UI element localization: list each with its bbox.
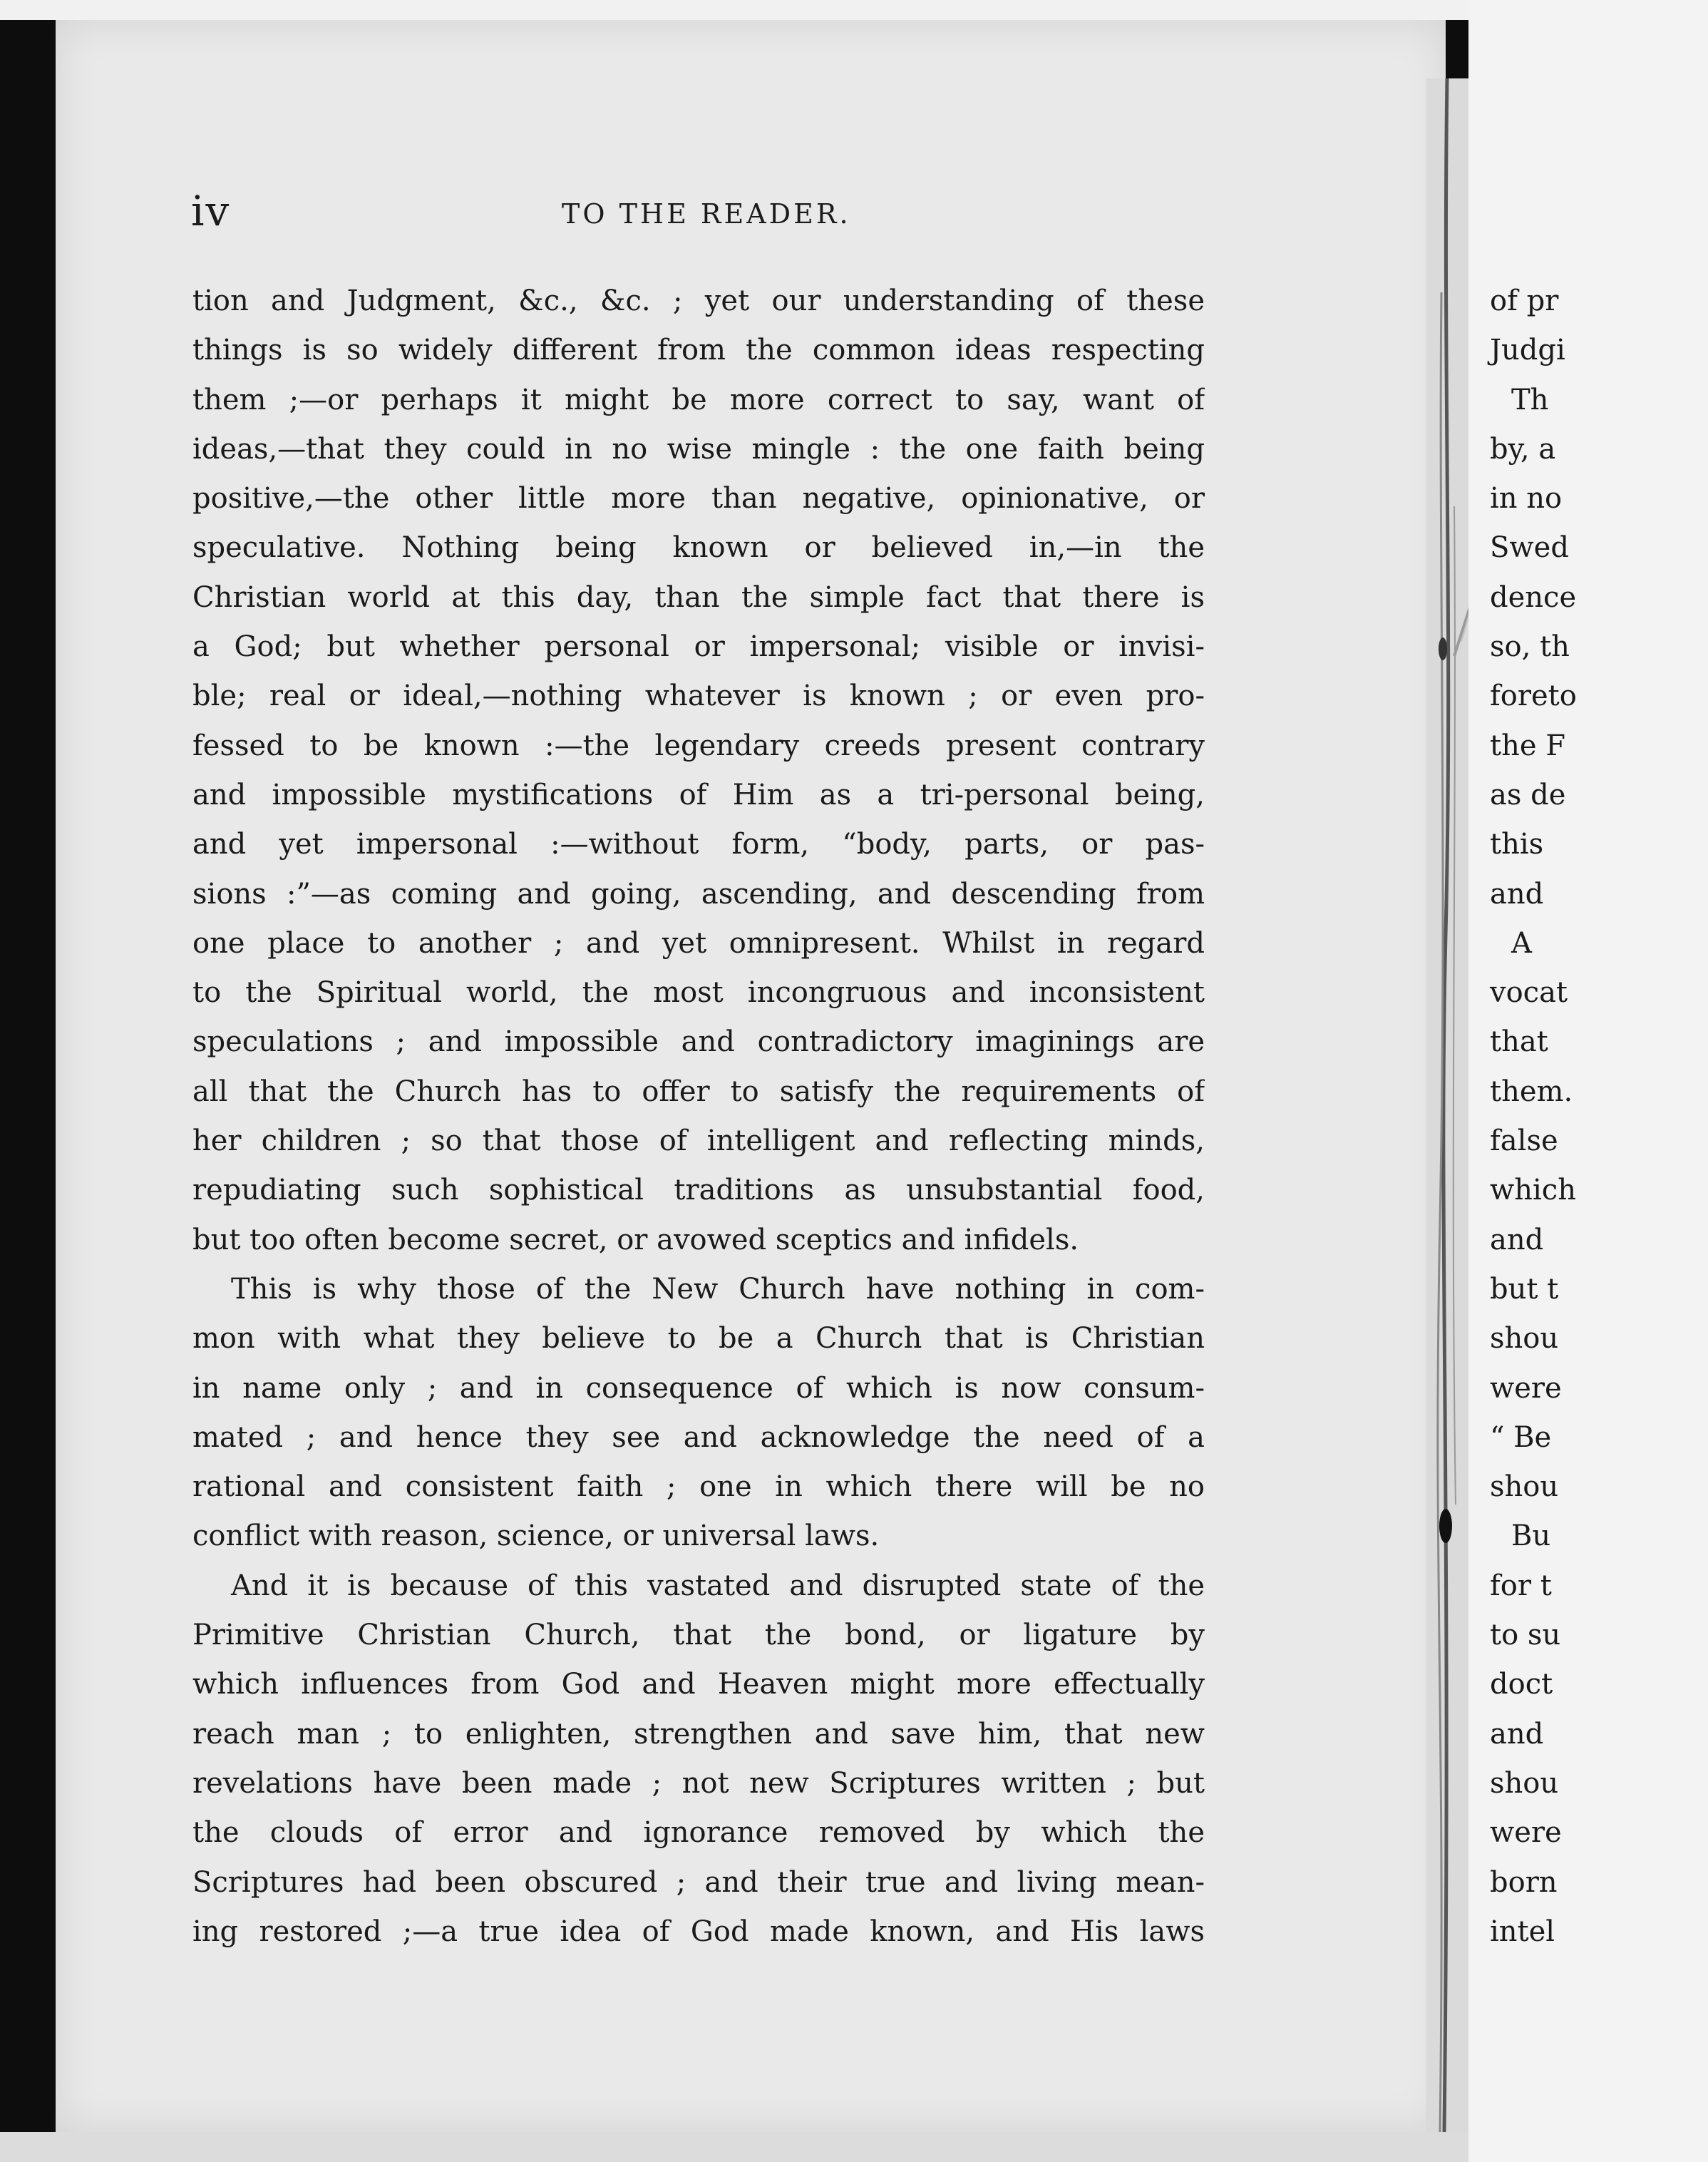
text-line: the clouds of error and ignorance removed by which the [192, 1816, 1205, 1850]
partial-text-line: them. [1490, 1075, 1573, 1108]
partial-text-line: by, a [1490, 432, 1556, 466]
text-line: reach man ; to enlighten, strengthen and save him, that new [192, 1717, 1205, 1751]
text-line: fessed to be known :—the legendary creeds present contrary [192, 729, 1205, 762]
text-line: in name only ; and in consequence of which is now consum- [192, 1371, 1205, 1405]
partial-text-line: false [1490, 1124, 1558, 1158]
text-line: positive,—the other little more than negative, opinionative, or [192, 482, 1205, 516]
text-line: mon with what they believe to be a Church that is Christian [192, 1322, 1205, 1356]
partial-text-line: so, th [1490, 630, 1570, 664]
left-page-body-text [192, 277, 1205, 1957]
text-line: ble; real or ideal,—nothing whatever is known ; or even pro- [192, 680, 1205, 713]
text-line: tion and Judgment, &c., &c. ; yet our understanding of these [192, 285, 1205, 317]
partial-text-line: the F [1490, 729, 1565, 762]
partial-text-line: Judgi [1490, 334, 1565, 367]
scanner-bottom-strip [0, 2132, 1468, 2162]
partial-text-line: shou [1490, 1766, 1559, 1800]
partial-text-line: were [1490, 1371, 1562, 1405]
partial-text-line: but t [1490, 1272, 1559, 1306]
text-line: and impossible mystifications of Him as a tri-personal being, [192, 778, 1205, 811]
partial-text-line: shou [1490, 1322, 1559, 1356]
text-line: all that the Church has to offer to satisfy the requirements of [192, 1075, 1205, 1108]
text-line: Christian world at this day, than the simple fact that there is [192, 580, 1205, 614]
text-line: mated ; and hence they see and acknowledge the need of a [192, 1420, 1205, 1454]
text-line: but too often become secret, or avowed sceptics and infidels. [192, 1223, 1079, 1256]
partial-text-line: Th [1511, 383, 1549, 416]
partial-text-line: intel [1490, 1915, 1555, 1948]
partial-text-line: which [1490, 1174, 1576, 1207]
running-title: TO THE READER. [562, 198, 851, 230]
partial-text-line: that [1490, 1025, 1548, 1059]
page-number: iv [191, 187, 231, 235]
text-line: speculations ; and impossible and contradictory imaginings are [192, 1025, 1205, 1059]
partial-text-line: born [1490, 1865, 1558, 1899]
text-line: This is why those of the New Church have nothing in com- [231, 1272, 1205, 1306]
text-line: things is so widely different from the common ideas respecting [192, 334, 1205, 367]
right-page-partial-text [1490, 277, 1708, 1957]
text-line: Primitive Christian Church, that the bond, or ligature by [192, 1619, 1205, 1652]
partial-text-line: and [1490, 1717, 1544, 1751]
partial-text-line: for t [1490, 1569, 1552, 1602]
text-line: ideas,—that they could in no wise mingle : the one faith being [192, 432, 1205, 466]
text-line: Scriptures had been obscured ; and their true and living mean- [192, 1865, 1205, 1899]
partial-text-line: this [1490, 828, 1544, 861]
text-line: conflict with reason, science, or universal laws. [192, 1520, 880, 1553]
partial-text-line: to su [1490, 1619, 1561, 1652]
partial-text-line: foreto [1490, 680, 1577, 713]
text-line: ing restored ;—a true idea of God made known, and His laws [192, 1915, 1205, 1948]
partial-text-line: were [1490, 1816, 1562, 1850]
text-line: rational and consistent faith ; one in which there will be no [192, 1470, 1205, 1504]
partial-text-line: Bu [1511, 1520, 1551, 1553]
text-line: which influences from God and Heaven might more effectually [192, 1668, 1205, 1701]
text-line: to the Spiritual world, the most incongruous and inconsistent [192, 976, 1205, 1010]
partial-text-line: of pr [1490, 285, 1559, 317]
partial-text-line: doct [1490, 1668, 1553, 1701]
text-line: speculative. Nothing being known or believed in,—in the [192, 531, 1205, 565]
partial-text-line: in no [1490, 482, 1563, 516]
partial-text-line: dence [1490, 580, 1577, 614]
partial-text-line: A [1511, 926, 1532, 960]
partial-text-line: as de [1490, 778, 1566, 811]
partial-text-line: “ Be [1490, 1420, 1552, 1454]
text-line: them ;—or perhaps it might be more correct to say, want of [192, 383, 1205, 416]
partial-text-line: vocat [1490, 976, 1568, 1010]
partial-text-line: and [1490, 1223, 1544, 1256]
running-head [191, 187, 1203, 244]
text-line: and yet impersonal :—without form, “body, parts, or pas- [192, 828, 1205, 861]
text-line: one place to another ; and yet omnipresent. Whilst in regard [192, 926, 1205, 960]
partial-text-line: Swed [1490, 531, 1569, 565]
text-line: a God; but whether personal or impersonal; visible or invisi- [192, 630, 1205, 664]
text-line: sions :”—as coming and going, ascending, and descending from [192, 877, 1205, 911]
text-line: repudiating such sophistical traditions as unsubstantial food, [192, 1174, 1205, 1207]
scanner-top-strip [0, 0, 1708, 20]
text-line: her children ; so that those of intelligent and reflecting minds, [192, 1124, 1205, 1158]
partial-text-line: and [1490, 877, 1544, 911]
text-line: revelations have been made ; not new Scriptures written ; but [192, 1766, 1205, 1800]
partial-text-line: shou [1490, 1470, 1559, 1504]
text-line: And it is because of this vastated and disrupted state of the [231, 1569, 1205, 1602]
